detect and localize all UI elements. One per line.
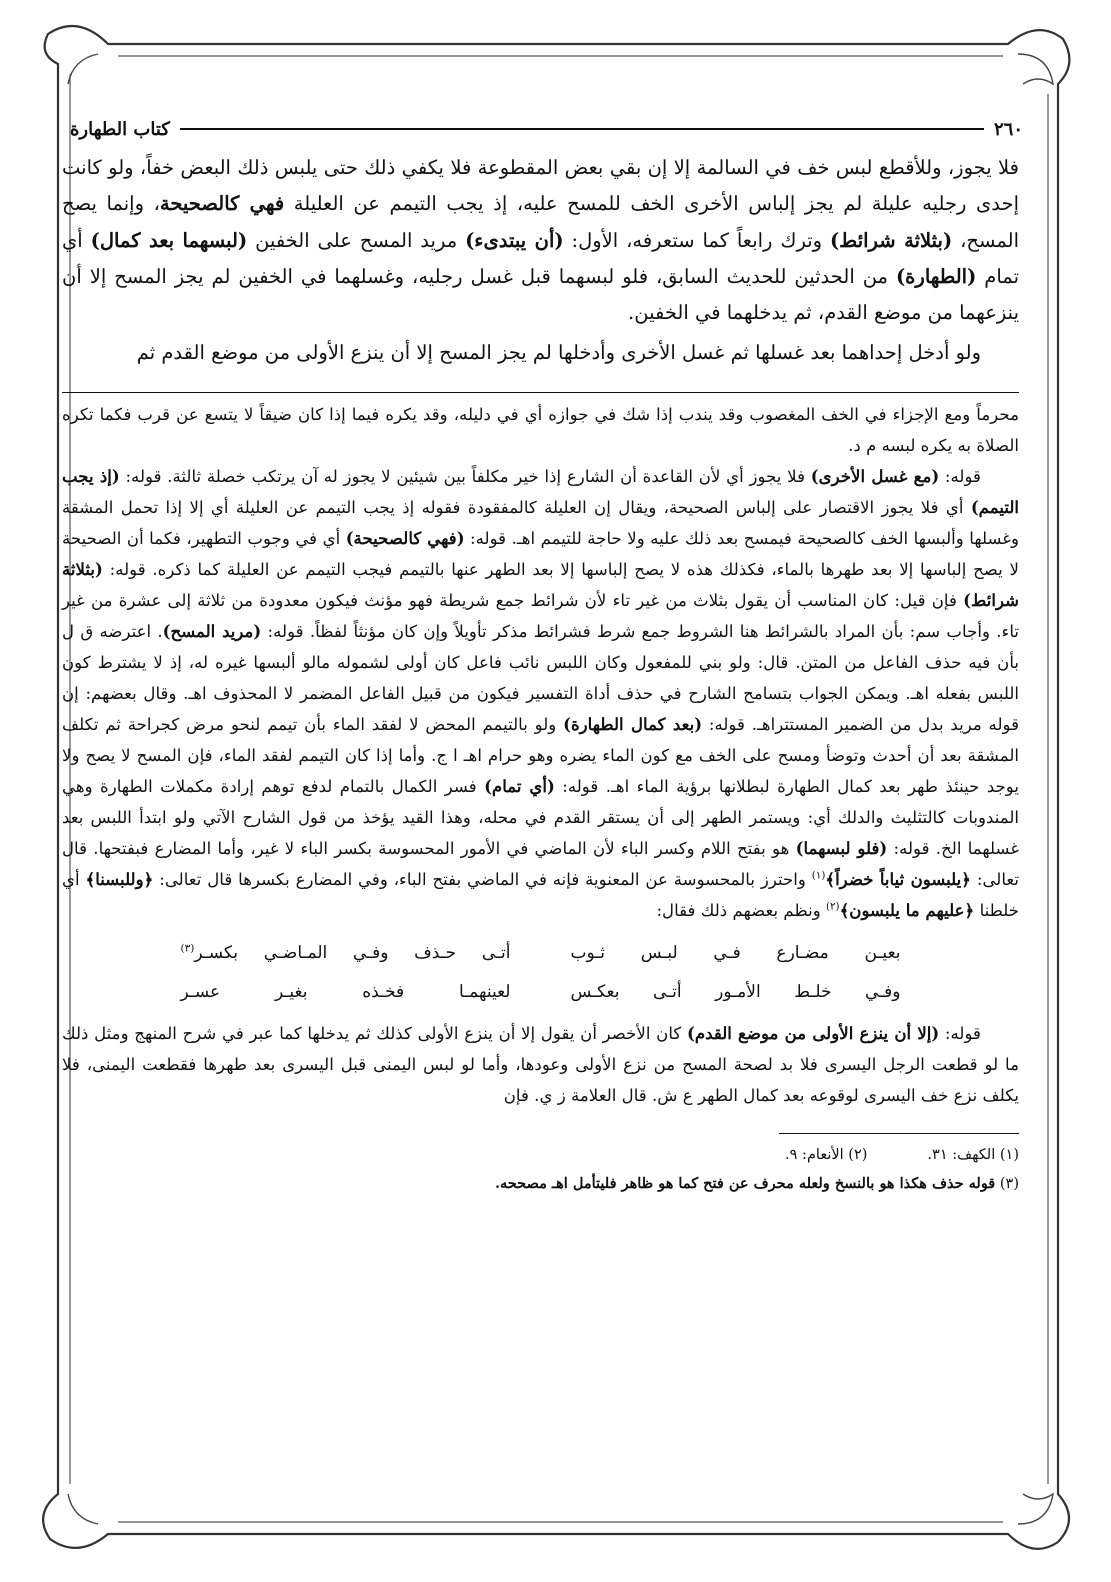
poem [62,934,1019,1012]
footnote-marker-3: (٣) [180,942,195,955]
header-rule [180,128,984,130]
footnote-1: (١) الكهف: ٣١. [927,1147,1019,1164]
book-title: كتاب الطهارة [70,118,170,140]
poem-hemistich: بعيـن مضـارع فـي لبـس ثـوب [570,942,901,963]
footnote-2: (٢) الأنعام: ٩. [785,1147,868,1164]
main-paragraph-2: ولو أدخل إحداهما بعد غسلها ثم غسل الأخرى وأدخلها لم يجز المسح إلا أن ينزع الأولى من موضع القدم ثم [136,341,981,365]
page-header [70,114,1023,144]
footnote-3: (٣) قوله حذف هكذا هو بالنسخ ولعله محرف عن فتح كما هو ظاهر فليتأمل اهـ مصححه. [494,1174,1019,1192]
poem-line-2 [62,973,1019,1012]
main-text [62,150,1019,372]
footnote-marker-2: (٢) [826,900,840,913]
commentary [62,399,1019,1112]
footnote-separator [779,1133,1019,1134]
commentary-paragraph-3: قوله: (إلا أن ينزع الأولى من موضع القدم) كان الأخصر أن يقول إلا أن ينزع الأولى كذلك ثم يدخلها كما عبر في شرح المنهج ومثل ذلك ما لو قطعت الرجل اليسرى فلا بد لصحة المسح من نزع الأولى وعودها، وأما لو لبس اليمنى قبل اليسرى بعد طهرها فقطعت اليمنى، فلا يكلف نزع خف اليسرى لوقوعه بعد كمال الطهر ع ش. قال العلامة ز ي. فإن [62,1023,1019,1106]
page-content [62,150,1019,1198]
commentary-separator [62,392,1019,393]
commentary-paragraph-2: قوله: (مع غسل الأخرى) فلا يجوز أي لأن القاعدة أن الشارع إذا خير مكلفاً بين شيئين لا يجوز له آن يرتكب خصلة ثالثة. قوله: (إذ يجب التيمم) أي فلا يجوز الاقتصار على إلباس الصحيحة، ويقال إن العليلة كالمفقودة فقوله إذ يجب التيمم عن العليلة أي إلا إذا تحمل المشقة وغسلها وألبسها الخف كالصحيحة فيمسح بعد ذلك عليه ولا حاجة للتيمم اهـ. قوله: (فهي كالصحيحة) أي في وجوب التطهير، فكما أن الصحيحة لا يصح إلباسها إلا بعد طهرها بالماء، فكذلك هذه لا يصح إلباسها إلا بعد الطهر عنها بالتيمم فيجب التيمم عن العليلة كما ذكره. قوله: (بثلاثة شرائط) فإن قيل: كان المناسب أن يقول بثلاث من غير تاء لأن شرائط جمع شريطة فهو مؤنث فيكون معدودة من ثلاثة إلى عشرة من غير تاء. وأجاب سم: بأن المراد بالشرائط هنا الشروط جمع شرط فشرائط مذكر تأويلاً وإن كان مؤنثاً لفظاً. قوله: (مريد المسح). اعترضه ق ل بأن فيه حذف الفاعل من المتن. قال: ولو بني للمفعول وكان اللبس نائب فاعل كان أولى لشموله مالو ألبسها غيره له، إذ لا يشترط كون اللبس بفعله اهـ. ويمكن الجواب بتسامح الشارح في حذف أداة التفسير فيكون من قبيل الفاعل المضمر لا المحذوف اهـ. وقال بعضهم: إن قوله مريد بدل من الضمير المستتراهـ. قوله: (بعد كمال الطهارة) ولو بالتيمم المحض لا لفقد الماء بأن تيمم لنحو مرض كجراحة ثم تكلف المشقة بعد أن أحدث وتوضأ ومسح على الخف مع كون الماء يضره وهو حرام اهـ ا ج. وأما إذا كان التيمم لفقد الماء، فإن المسح لا يصح ولا يوجد حينئذ طهر بعد كمال الطهارة لبطلانها برؤية الماء اهـ. قوله: (أي تمام) فسر الكمال بالتمام لدفع توهم إرادة مكملات الطهارة وهي المندوبات كالتثليث والدلك أي: ويستمر الطهر إلى أن يستقر القدم في محله، وهذا القيد يؤخذ من قول الشارح الآتي ولو ابتدأ اللبس بعد غسلهما الخ. قوله: (فلو لبسهما) هو بفتح اللام وكسر الباء لأن الماضي في الأمور المحسوسة بكسر الباء لا غير، وأما المضارع فبفتحها. قال تعالى: ﴿يلبسون ثياباً خضراً﴾$^{(١)}$ واحترز بالمحسوسة عن المعنوية فإنه في الماضي بفتح الباء، وفي المضارع بكسرها قال تعالى: ﴿وللبسنا﴾ أي خلطنا ﴿عليهم ما يلبسون﴾$^{(٢)}$ ونظم بعضهم ذلك فقال: [62,465,1020,920]
poem-hemistich: أتـى حـذف وفـي المـاضـي بكسـر$^{(٣)}$ [180,942,511,963]
footnote-line-1 [62,1142,1019,1170]
commentary-paragraph-1: محرماً ومع الإجزاء في الخف المغصوب وقد يندب إذا شك في جوازه أي في دليله، وقد يكره فيما إذا كان ضيقاً لا يتسع عن قرب فكما تكره الصلاة به يكره لبسه م د. [62,404,1019,455]
main-paragraph-1: فلا يجوز، وللأقطع لبس خف في السالمة إلا إن بقي بعض المقطوعة فلا يكفي ذلك حتى يلبس ذلك البعض خفاً، ولو كانت إحدى رجليه عليلة لم يجز إلباس الأخرى الخف للمسح عليه، إذ يجب التيمم عن العليلة فهي كالصحيحة، وإنما يصح المسح، (بثلاثة شرائط) وترك رابعاً كما ستعرفه، الأول: (أن يبتدىء) مريد المسح على الخفين (لبسهما بعد كمال) أي تمام (الطهارة) من الحدثين للحديث السابق، فلو لبسهما قبل غسل رجليه، وغسلهما في الخفين لم يجز المسح إلا أن ينزعهما من موضع القدم، ثم يدخلهما في الخفين. [62,156,1020,325]
footnote-marker-1: (١) [811,869,826,882]
poem-hemistich: وفـي خلـط الأمـور أتـى بعكـس [570,981,901,1002]
poem-hemistich: لعينهمـا فخـذه بغيـر عسـر [180,981,511,1002]
page-number: ٢٦٠ [993,118,1023,140]
footnotes [62,1142,1019,1198]
poem-line-1 [62,934,1019,973]
